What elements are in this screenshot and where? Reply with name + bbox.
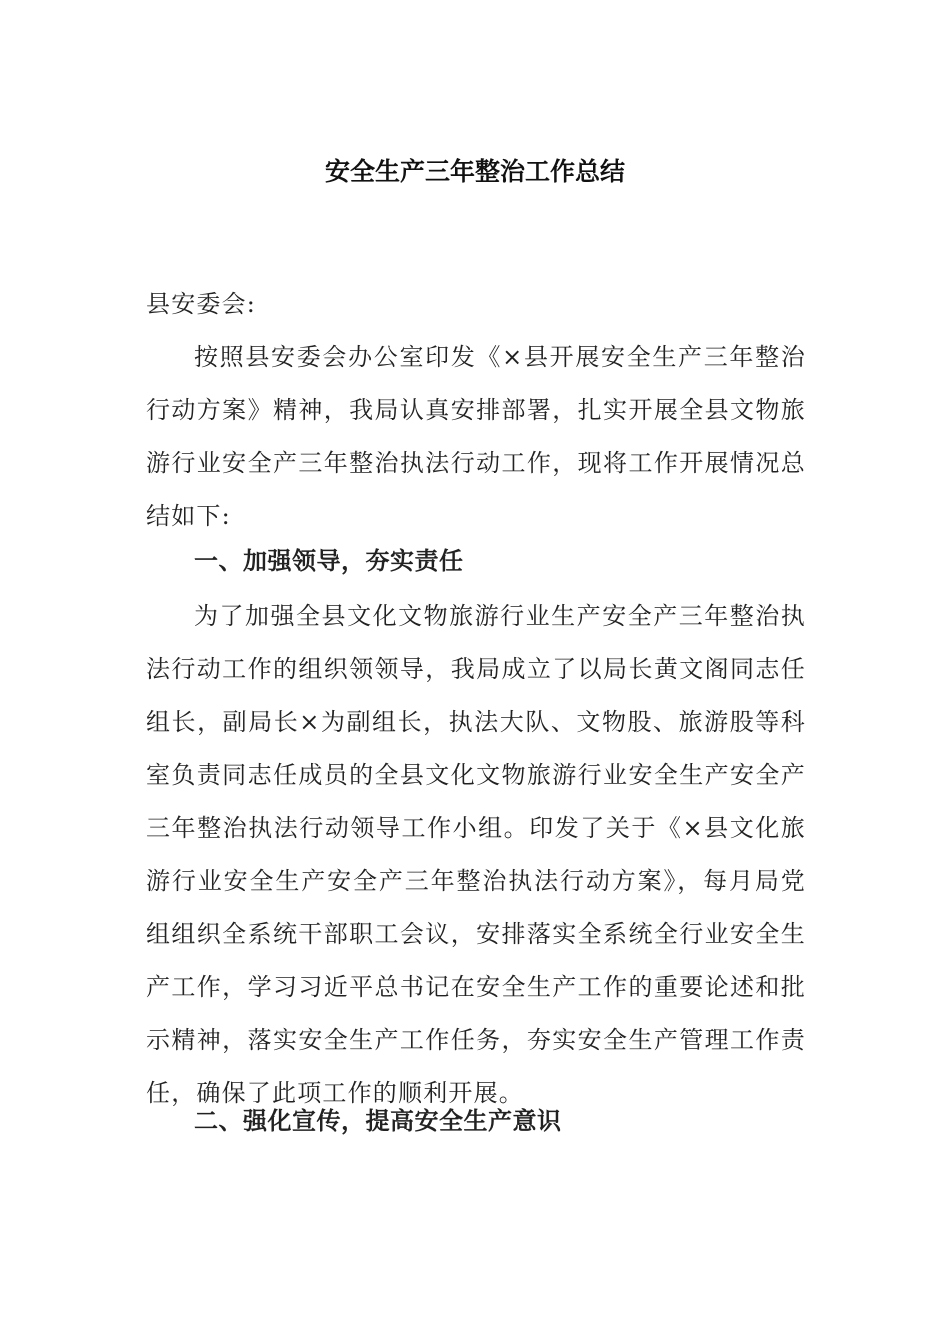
- salutation: 县安委会:: [146, 290, 257, 318]
- paragraph-section-1: 为了加强全县文化文物旅游行业生产安全产三年整治执法行动工作的组织领领导，我局成立了以局长黄文阁同志任组长，副局长×为副组长，执法大队、文物股、旅游股等科室负责同志任成员的全县文化文物旅游行业安全生产安全产三年整治执法行动领导工作小组。印发了关于《×县文化旅游行业安全生产安全产三年整治执法行动方案》，每月局党组组织全系统干部职工会议，安排落实全系统全行业安全生产工作，学习习近平总书记在安全生产工作的重要论述和批示精神，落实安全生产工作任务，夯实安全生产管理工作责任，确保了此项工作的顺利开展。: [146, 602, 806, 1107]
- section-heading-1: 一、加强领导，夯实责任: [194, 547, 464, 575]
- section-heading-2: 二、强化宣传，提高安全生产意识: [194, 1107, 562, 1135]
- paragraph-intro: 按照县安委会办公室印发《×县开展安全生产三年整治行动方案》精神，我局认真安排部署，扎实开展全县文物旅游行业安全产三年整治执法行动工作，现将工作开展情况总结如下:: [146, 343, 806, 530]
- document-title: 安全生产三年整治工作总结: [324, 157, 625, 186]
